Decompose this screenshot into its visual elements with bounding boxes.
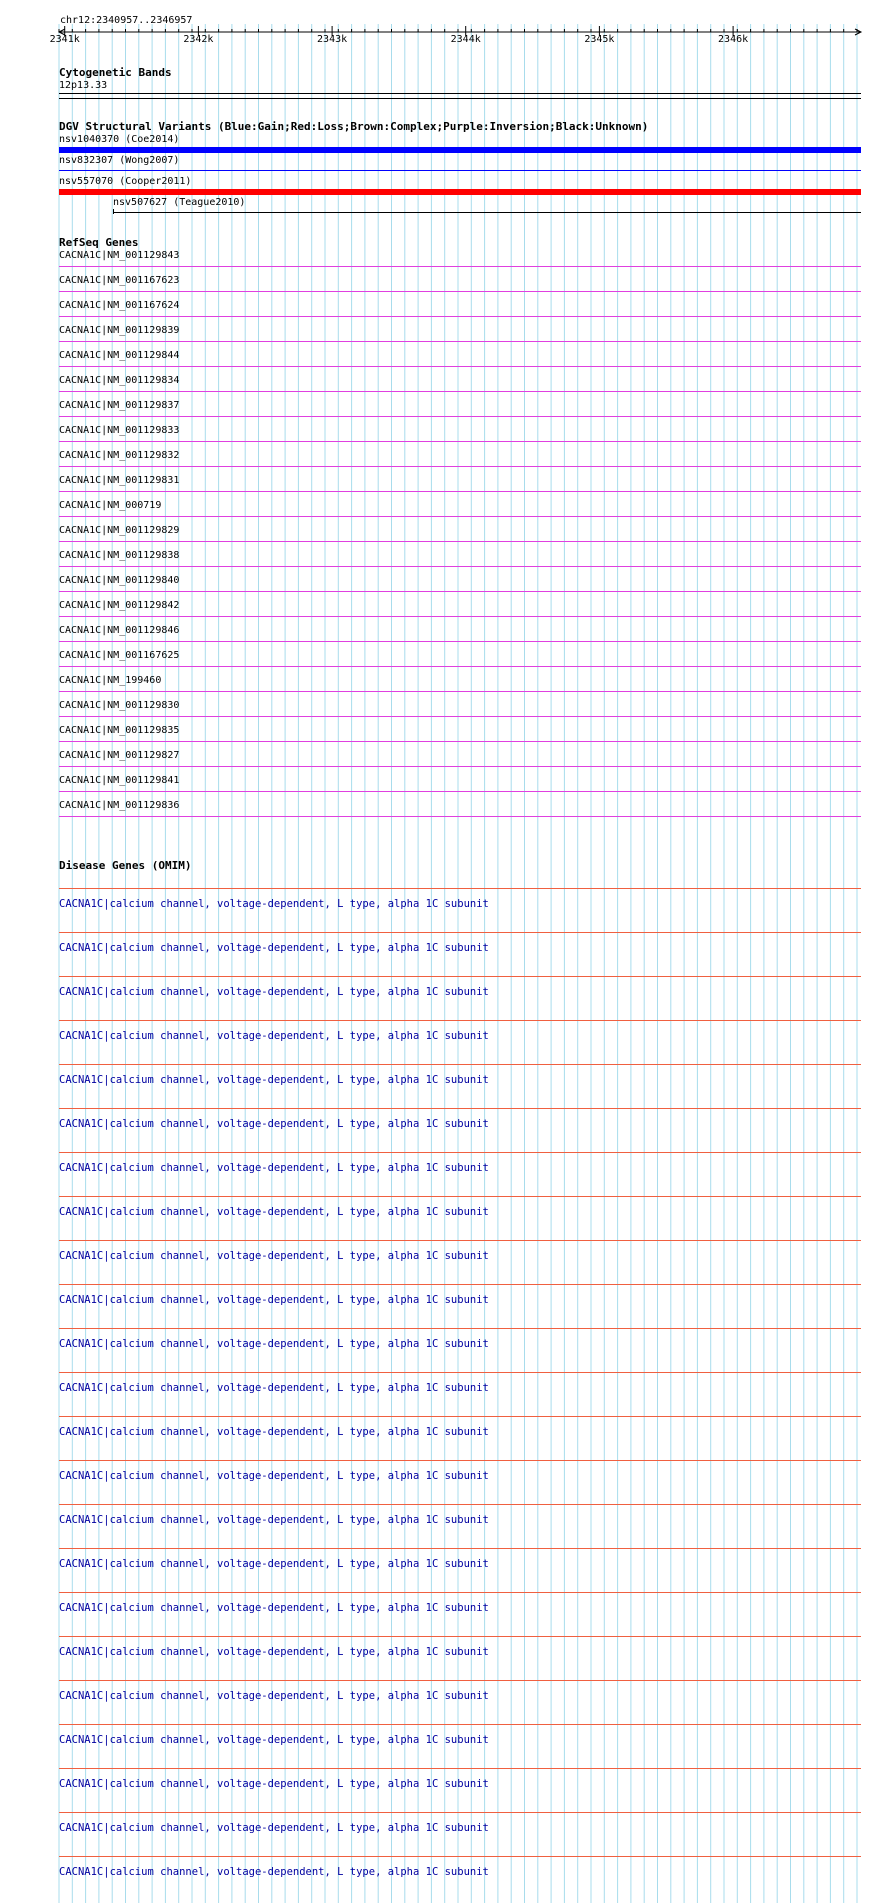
dgv-variant-start-mark bbox=[113, 209, 114, 214]
omim-gene-label[interactable]: CACNA1C|calcium channel, voltage-dependent, L type, alpha 1C subunit bbox=[59, 1558, 489, 1570]
refseq-gene-label[interactable]: CACNA1C|NM_001129835 bbox=[59, 725, 180, 736]
refseq-gene-line[interactable] bbox=[59, 416, 861, 417]
omim-gene-line[interactable] bbox=[59, 1196, 861, 1197]
omim-gene-label[interactable]: CACNA1C|calcium channel, voltage-dependent, L type, alpha 1C subunit bbox=[59, 1514, 489, 1526]
omim-gene-label[interactable]: CACNA1C|calcium channel, voltage-dependent, L type, alpha 1C subunit bbox=[59, 1734, 489, 1746]
refseq-gene-line[interactable] bbox=[59, 391, 861, 392]
omim-gene-line[interactable] bbox=[59, 1416, 861, 1417]
refseq-gene-label[interactable]: CACNA1C|NM_001129840 bbox=[59, 575, 180, 586]
refseq-gene-label[interactable]: CACNA1C|NM_001129843 bbox=[59, 250, 180, 261]
refseq-gene-line[interactable] bbox=[59, 366, 861, 367]
ruler-tick-label: 2342k bbox=[183, 34, 214, 45]
refseq-gene-label[interactable]: CACNA1C|NM_001129832 bbox=[59, 450, 180, 461]
omim-gene-line[interactable] bbox=[59, 1240, 861, 1241]
omim-gene-line[interactable] bbox=[59, 1328, 861, 1329]
omim-gene-line[interactable] bbox=[59, 1592, 861, 1593]
omim-gene-line[interactable] bbox=[59, 1724, 861, 1725]
refseq-gene-line[interactable] bbox=[59, 466, 861, 467]
refseq-gene-label[interactable]: CACNA1C|NM_001167624 bbox=[59, 300, 180, 311]
dgv-variant-bar-gain[interactable] bbox=[59, 170, 861, 171]
refseq-gene-label[interactable]: CACNA1C|NM_001129834 bbox=[59, 375, 180, 386]
refseq-gene-label[interactable]: CACNA1C|NM_001129829 bbox=[59, 525, 180, 536]
omim-gene-label[interactable]: CACNA1C|calcium channel, voltage-dependent, L type, alpha 1C subunit bbox=[59, 1338, 489, 1350]
omim-gene-label[interactable]: CACNA1C|calcium channel, voltage-dependent, L type, alpha 1C subunit bbox=[59, 1074, 489, 1086]
refseq-gene-line[interactable] bbox=[59, 766, 861, 767]
omim-gene-line[interactable] bbox=[59, 1856, 861, 1857]
refseq-gene-line[interactable] bbox=[59, 491, 861, 492]
omim-gene-line[interactable] bbox=[59, 932, 861, 933]
refseq-gene-label[interactable]: CACNA1C|NM_001129839 bbox=[59, 325, 180, 336]
dgv-variant-label[interactable]: nsv507627 (Teague2010) bbox=[113, 197, 246, 208]
refseq-gene-line[interactable] bbox=[59, 516, 861, 517]
cytoband-label: 12p13.33 bbox=[59, 80, 108, 91]
omim-gene-label[interactable]: CACNA1C|calcium channel, voltage-dependent, L type, alpha 1C subunit bbox=[59, 1382, 489, 1394]
omim-gene-line[interactable] bbox=[59, 1636, 861, 1637]
omim-gene-line[interactable] bbox=[59, 1108, 861, 1109]
refseq-gene-line[interactable] bbox=[59, 691, 861, 692]
omim-gene-line[interactable] bbox=[59, 1548, 861, 1549]
refseq-gene-line[interactable] bbox=[59, 266, 861, 267]
refseq-gene-label[interactable]: CACNA1C|NM_001167625 bbox=[59, 650, 180, 661]
refseq-gene-label[interactable]: CACNA1C|NM_001129844 bbox=[59, 350, 180, 361]
region-label: chr12:2340957..2346957 bbox=[60, 15, 193, 26]
refseq-gene-line[interactable] bbox=[59, 616, 861, 617]
refseq-gene-line[interactable] bbox=[59, 716, 861, 717]
omim-gene-label[interactable]: CACNA1C|calcium channel, voltage-dependent, L type, alpha 1C subunit bbox=[59, 1206, 489, 1218]
omim-gene-label[interactable]: CACNA1C|calcium channel, voltage-dependent, L type, alpha 1C subunit bbox=[59, 1778, 489, 1790]
refseq-gene-label[interactable]: CACNA1C|NM_001129836 bbox=[59, 800, 180, 811]
omim-gene-label[interactable]: CACNA1C|calcium channel, voltage-dependent, L type, alpha 1C subunit bbox=[59, 1030, 489, 1042]
omim-gene-label[interactable]: CACNA1C|calcium channel, voltage-dependent, L type, alpha 1C subunit bbox=[59, 1470, 489, 1482]
omim-gene-label[interactable]: CACNA1C|calcium channel, voltage-dependent, L type, alpha 1C subunit bbox=[59, 1602, 489, 1614]
omim-gene-label[interactable]: CACNA1C|calcium channel, voltage-dependent, L type, alpha 1C subunit bbox=[59, 986, 489, 998]
omim-gene-label[interactable]: CACNA1C|calcium channel, voltage-dependent, L type, alpha 1C subunit bbox=[59, 1646, 489, 1658]
omim-gene-label[interactable]: CACNA1C|calcium channel, voltage-dependent, L type, alpha 1C subunit bbox=[59, 1294, 489, 1306]
refseq-gene-line[interactable] bbox=[59, 741, 861, 742]
refseq-gene-label[interactable]: CACNA1C|NM_001129827 bbox=[59, 750, 180, 761]
cytoband-line-top bbox=[59, 93, 861, 94]
omim-gene-label[interactable]: CACNA1C|calcium channel, voltage-dependent, L type, alpha 1C subunit bbox=[59, 1118, 489, 1130]
ruler-tick-label: 2344k bbox=[450, 34, 481, 45]
cytobands-title: Cytogenetic Bands bbox=[59, 66, 172, 79]
ruler-tick-label: 2346k bbox=[718, 34, 749, 45]
refseq-gene-line[interactable] bbox=[59, 641, 861, 642]
refseq-title: RefSeq Genes bbox=[59, 236, 139, 249]
omim-gene-label[interactable]: CACNA1C|calcium channel, voltage-dependent, L type, alpha 1C subunit bbox=[59, 1426, 489, 1438]
refseq-gene-line[interactable] bbox=[59, 541, 861, 542]
omim-gene-line[interactable] bbox=[59, 1020, 861, 1021]
omim-title: Disease Genes (OMIM) bbox=[59, 859, 192, 872]
omim-gene-line[interactable] bbox=[59, 1460, 861, 1461]
refseq-gene-label[interactable]: CACNA1C|NM_001129841 bbox=[59, 775, 180, 786]
omim-gene-line[interactable] bbox=[59, 888, 861, 889]
refseq-gene-line[interactable] bbox=[59, 791, 861, 792]
omim-gene-line[interactable] bbox=[59, 1372, 861, 1373]
refseq-gene-label[interactable]: CACNA1C|NM_001129842 bbox=[59, 600, 180, 611]
omim-gene-label[interactable]: CACNA1C|calcium channel, voltage-dependent, L type, alpha 1C subunit bbox=[59, 898, 489, 910]
ruler-tick-label: 2343k bbox=[317, 34, 348, 45]
refseq-gene-label[interactable]: CACNA1C|NM_001129833 bbox=[59, 425, 180, 436]
omim-gene-label[interactable]: CACNA1C|calcium channel, voltage-dependent, L type, alpha 1C subunit bbox=[59, 1866, 489, 1878]
ruler-tick-label: 2345k bbox=[584, 34, 615, 45]
omim-gene-label[interactable]: CACNA1C|calcium channel, voltage-dependent, L type, alpha 1C subunit bbox=[59, 942, 489, 954]
omim-gene-line[interactable] bbox=[59, 1284, 861, 1285]
refseq-gene-line[interactable] bbox=[59, 666, 861, 667]
omim-gene-line[interactable] bbox=[59, 1768, 861, 1769]
refseq-gene-label[interactable]: CACNA1C|NM_001129846 bbox=[59, 625, 180, 636]
refseq-gene-label[interactable]: CACNA1C|NM_001129837 bbox=[59, 400, 180, 411]
dgv-variant-bar-loss[interactable] bbox=[59, 189, 861, 195]
refseq-gene-line[interactable] bbox=[59, 341, 861, 342]
omim-gene-line[interactable] bbox=[59, 1680, 861, 1681]
omim-gene-line[interactable] bbox=[59, 1152, 861, 1153]
refseq-gene-line[interactable] bbox=[59, 316, 861, 317]
omim-gene-line[interactable] bbox=[59, 1812, 861, 1813]
dgv-variant-label[interactable]: nsv1040370 (Coe2014) bbox=[59, 134, 180, 145]
refseq-gene-label[interactable]: CACNA1C|NM_001129831 bbox=[59, 475, 180, 486]
refseq-gene-label[interactable]: CACNA1C|NM_001129830 bbox=[59, 700, 180, 711]
omim-gene-label[interactable]: CACNA1C|calcium channel, voltage-dependent, L type, alpha 1C subunit bbox=[59, 1250, 489, 1262]
omim-gene-line[interactable] bbox=[59, 976, 861, 977]
omim-gene-label[interactable]: CACNA1C|calcium channel, voltage-dependent, L type, alpha 1C subunit bbox=[59, 1162, 489, 1174]
omim-gene-line[interactable] bbox=[59, 1064, 861, 1065]
cytoband-line-bottom bbox=[59, 98, 861, 99]
refseq-gene-label[interactable]: CACNA1C|NM_001129838 bbox=[59, 550, 180, 561]
dgv-title: DGV Structural Variants (Blue:Gain;Red:Loss;Brown:Complex;Purple:Inversion;Black:Unknown) bbox=[59, 120, 649, 133]
refseq-gene-line[interactable] bbox=[59, 441, 861, 442]
refseq-gene-line[interactable] bbox=[59, 816, 861, 817]
refseq-gene-label[interactable]: CACNA1C|NM_000719 bbox=[59, 500, 162, 511]
refseq-gene-line[interactable] bbox=[59, 291, 861, 292]
dgv-variant-label[interactable]: nsv557070 (Cooper2011) bbox=[59, 176, 192, 187]
omim-gene-label[interactable]: CACNA1C|calcium channel, voltage-dependent, L type, alpha 1C subunit bbox=[59, 1822, 489, 1834]
omim-gene-line[interactable] bbox=[59, 1504, 861, 1505]
omim-gene-label[interactable]: CACNA1C|calcium channel, voltage-dependent, L type, alpha 1C subunit bbox=[59, 1690, 489, 1702]
refseq-gene-line[interactable] bbox=[59, 566, 861, 567]
ruler-axis bbox=[0, 24, 890, 44]
refseq-gene-line[interactable] bbox=[59, 591, 861, 592]
ruler-tick-label: 2341k bbox=[49, 34, 80, 45]
dgv-variant-label[interactable]: nsv832307 (Wong2007) bbox=[59, 155, 180, 166]
refseq-gene-label[interactable]: CACNA1C|NM_199460 bbox=[59, 675, 162, 686]
dgv-variant-bar-unknown[interactable] bbox=[113, 212, 861, 213]
dgv-variant-bar-gain[interactable] bbox=[59, 147, 861, 153]
refseq-gene-label[interactable]: CACNA1C|NM_001167623 bbox=[59, 275, 180, 286]
